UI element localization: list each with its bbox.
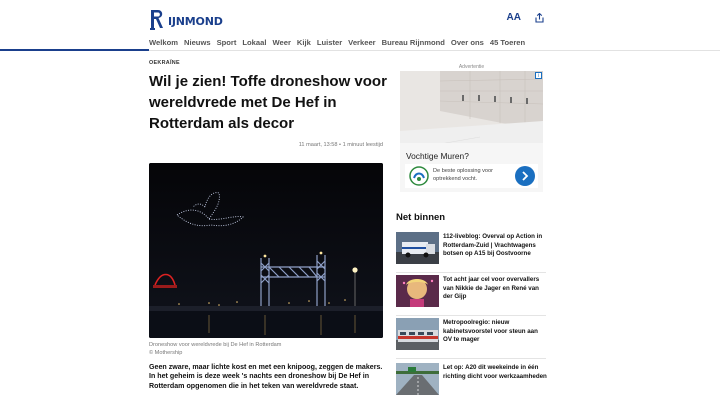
logo-text: IJNMOND [168,14,223,28]
news-image-police [396,232,439,264]
nav-item-weer[interactable]: Weer [272,38,291,47]
news-item[interactable] [396,363,546,405]
news-thumbnail [396,318,439,350]
news-divider [396,272,546,273]
nav-item-welkom[interactable]: Welkom [149,38,178,47]
nav-item-kijk[interactable]: Kijk [296,38,311,47]
news-item[interactable] [396,232,546,278]
news-thumbnail [396,232,439,264]
ad-brand-icon [409,166,429,186]
news-headline: 112-liveblog: Overval op Action in Rotterdam-Zuid | Vrachtwagens botsen op A15 bij Oostvoorne [443,233,543,257]
rijnmond-logo-icon [149,8,167,30]
article-intro: Geen zware, maar lichte kost en met een knipoog, zeggen de makers. In het geheim is deze week 's nachts een droneshow bij De Hef in Rotterdam opgenomen die in het teken van wereldvrede staat. [149,363,383,390]
news-image-tram [396,318,439,350]
article-headline: Wil je zien! Toffe droneshow voor wereldvrede met De Hef in Rotterdam als decor [149,73,387,132]
news-headline: Metropoolregio: nieuw kabinetsvoorstel voor steun aan OV te mager [443,319,538,343]
news-divider [396,358,546,359]
news-thumbnail [396,363,439,395]
article-meta: 11 maart, 13:58 • 1 minuut leestijd [298,142,383,148]
ad-cta-box[interactable] [405,164,538,188]
nav-item-over-ons[interactable]: Over ons [450,38,484,47]
news-headline: Tot acht jaar cel voor overvallers van Nikkie de Jager en René van der Gijp [443,276,540,300]
nav-item-45-toeren[interactable]: 45 Toeren [489,38,526,47]
advertisement[interactable] [400,71,543,192]
news-divider [396,315,546,316]
ad-info-icon[interactable]: i [535,72,542,79]
news-image-highway [396,363,439,395]
ad-label: Advertentie [458,64,485,70]
nav-item-sport[interactable]: Sport [216,38,237,47]
nav-item-lokaal[interactable]: Lokaal [242,38,267,47]
main-navigation [149,38,525,47]
news-section-title: Net binnen [396,212,446,223]
news-item[interactable] [396,275,546,321]
article-kicker[interactable]: OEKRAÏNE [149,60,180,66]
caption-credit: © Mothership [149,350,183,356]
ad-title: Vochtige Muren? [406,151,469,161]
nav-item-luister[interactable]: Luister [316,38,343,47]
droneshow-night-image [149,163,383,338]
news-thumbnail [396,275,439,307]
nav-item-verkeer[interactable]: Verkeer [348,38,376,47]
nav-item-bureau-rijnmond[interactable]: Bureau Rijnmond [381,38,445,47]
news-item[interactable] [396,318,546,364]
ad-subtitle: De beste oplossing voor optrekkend vocht. [433,168,494,182]
photo-caption [149,341,281,357]
news-headline: Let op: A20 dit weekeinde in één richting dicht voor werkzaamheden [443,364,547,380]
nav-item-nieuws[interactable]: Nieuws [183,38,211,47]
share-icon[interactable] [535,13,544,23]
font-size-button[interactable]: AA [506,12,521,23]
ad-go-button[interactable] [515,166,535,186]
news-image-portrait [396,275,439,307]
caption-text: Droneshow voor wereldvrede bij De Hef in Rotterdam [149,342,282,348]
header-actions [507,12,544,23]
chevron-right-icon [515,166,535,186]
article-photo[interactable] [149,163,383,338]
site-logo[interactable] [149,8,223,30]
nav-accent-bar [0,49,149,51]
